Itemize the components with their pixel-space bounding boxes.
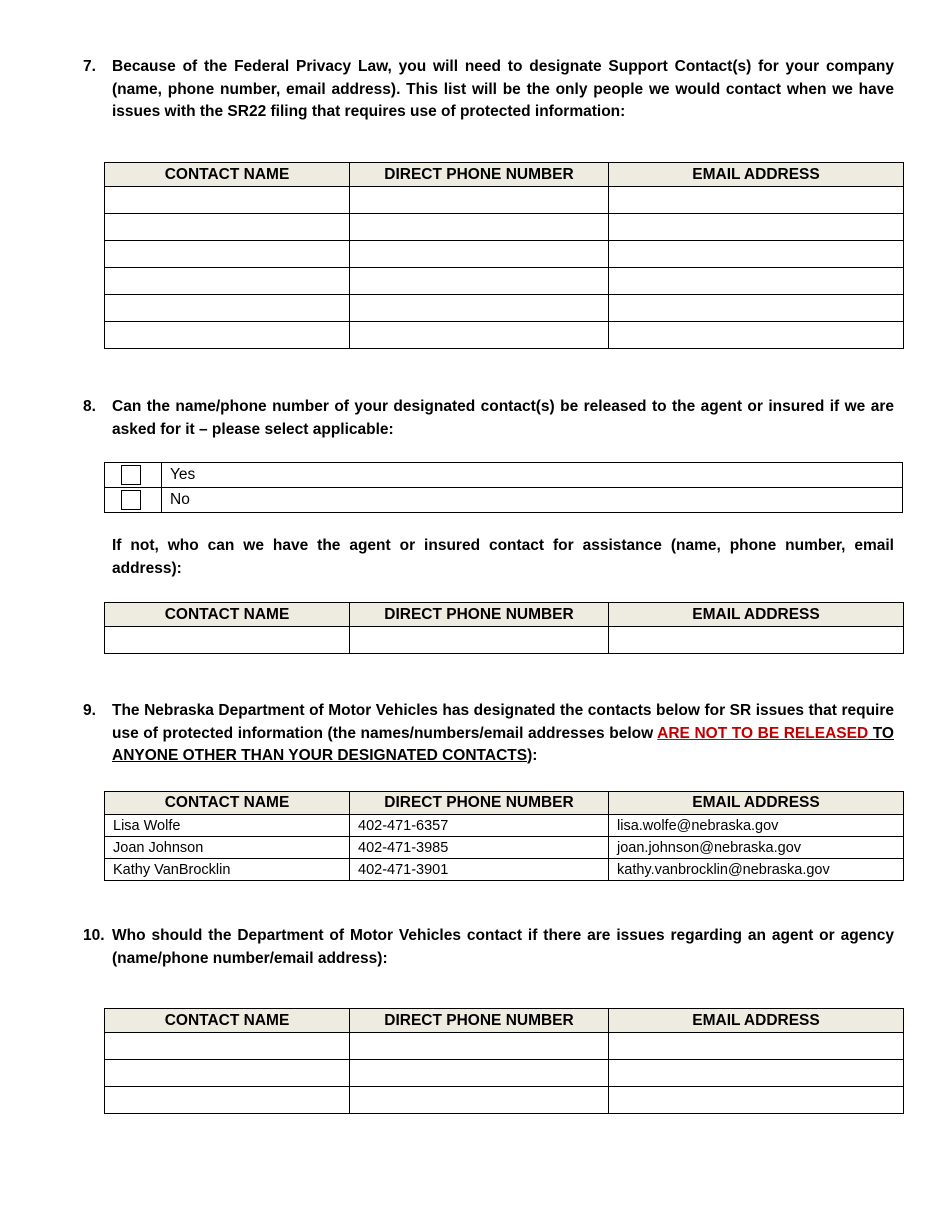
support-contacts-table (104, 162, 904, 349)
email-cell[interactable] (609, 322, 904, 349)
question-number: 7. (83, 58, 96, 75)
option-label: Yes (162, 463, 903, 488)
contact-name-header: CONTACT NAME (105, 792, 350, 815)
phone-cell[interactable] (350, 1087, 609, 1114)
phone-cell[interactable] (350, 268, 609, 295)
contact-name-cell[interactable] (105, 295, 350, 322)
option-row-no (105, 488, 903, 513)
question-text-end: ): (527, 747, 538, 764)
contact-name-header: CONTACT NAME (105, 163, 350, 187)
table-row (105, 859, 904, 881)
table-row (105, 1033, 904, 1060)
contact-name-cell[interactable] (105, 1033, 350, 1060)
no-checkbox[interactable] (121, 490, 141, 510)
email-cell[interactable] (609, 241, 904, 268)
designated-contacts-note: TO ANYONE OTHER THAN YOUR DESIGNATED CONTACTS (112, 724, 894, 764)
email-cell[interactable] (609, 1060, 904, 1087)
contact-name-header: CONTACT NAME (105, 1009, 350, 1033)
phone-cell[interactable] (350, 187, 609, 214)
table-row (105, 627, 904, 654)
phone-cell[interactable] (350, 241, 609, 268)
yes-checkbox[interactable] (121, 465, 141, 485)
phone-cell[interactable] (350, 322, 609, 349)
option-row-yes (105, 463, 903, 488)
checkbox-cell (105, 488, 162, 513)
phone-cell[interactable] (350, 1033, 609, 1060)
contact-name-cell[interactable] (105, 241, 350, 268)
email-cell[interactable] (609, 1033, 904, 1060)
question-number: 8. (83, 398, 96, 415)
table-row (105, 1060, 904, 1087)
question-text: Because of the Federal Privacy Law, you will need to designate Support Contact(s) for your company (name, phone number, email address). This list will be the only people we would contact when we have issues with the SR22 filing that requires use of protected information: (112, 58, 894, 120)
phone-cell[interactable] (350, 295, 609, 322)
question-text: Can the name/phone number of your designated contact(s) be released to the agent or insured if we are asked for it – please select applicable: (112, 398, 894, 438)
email-cell[interactable] (609, 268, 904, 295)
email-cell[interactable] (609, 187, 904, 214)
phone-cell: 402-471-3985 (350, 837, 609, 859)
email-cell: kathy.vanbrocklin@nebraska.gov (609, 859, 904, 881)
contact-name-cell[interactable] (105, 1060, 350, 1087)
email-cell[interactable] (609, 627, 904, 654)
alternate-contact-table (104, 602, 904, 654)
question-9 (83, 700, 894, 768)
question-8 (83, 396, 894, 441)
dmv-contacts-table (104, 791, 904, 881)
question-text (112, 700, 894, 768)
table-header-row (105, 163, 904, 187)
contact-name-cell[interactable] (105, 1087, 350, 1114)
table-row (105, 295, 904, 322)
contact-name-header: CONTACT NAME (105, 603, 350, 627)
contact-name-cell[interactable] (105, 187, 350, 214)
contact-name-cell[interactable] (105, 214, 350, 241)
phone-cell: 402-471-6357 (350, 815, 609, 837)
question-7 (83, 56, 894, 124)
table-row (105, 241, 904, 268)
contact-name-cell[interactable] (105, 322, 350, 349)
email-header: EMAIL ADDRESS (609, 603, 904, 627)
checkbox-cell (105, 463, 162, 488)
contact-name-cell: Kathy VanBrocklin (105, 859, 350, 881)
email-cell[interactable] (609, 214, 904, 241)
contact-name-cell[interactable] (105, 268, 350, 295)
email-header: EMAIL ADDRESS (609, 792, 904, 815)
email-header: EMAIL ADDRESS (609, 1009, 904, 1033)
phone-header: DIRECT PHONE NUMBER (350, 603, 609, 627)
table-header-row (105, 603, 904, 627)
contact-name-cell: Lisa Wolfe (105, 815, 350, 837)
phone-cell[interactable] (350, 214, 609, 241)
not-released-warning: ARE NOT TO BE RELEASED (657, 724, 869, 742)
option-label: No (162, 488, 903, 513)
phone-cell[interactable] (350, 627, 609, 654)
table-row (105, 322, 904, 349)
question-number: 9. (83, 702, 96, 719)
table-row (105, 214, 904, 241)
phone-header: DIRECT PHONE NUMBER (350, 792, 609, 815)
phone-header: DIRECT PHONE NUMBER (350, 1009, 609, 1033)
followup-text: If not, who can we have the agent or insured contact for assistance (name, phone number, email address): (112, 537, 894, 577)
email-header: EMAIL ADDRESS (609, 163, 904, 187)
email-cell[interactable] (609, 295, 904, 322)
phone-cell: 402-471-3901 (350, 859, 609, 881)
table-row (105, 815, 904, 837)
question-text: Who should the Department of Motor Vehicles contact if there are issues regarding an agent or agency (name/phone number/email address): (112, 927, 894, 967)
question-text-main: The Nebraska Department of Motor Vehicles has designated the contacts below for SR issues that require use of protected information (the names/numbers/email addresses below (112, 702, 894, 742)
table-header-row (105, 1009, 904, 1033)
email-cell[interactable] (609, 1087, 904, 1114)
phone-header: DIRECT PHONE NUMBER (350, 163, 609, 187)
email-cell: lisa.wolfe@nebraska.gov (609, 815, 904, 837)
table-row (105, 1087, 904, 1114)
question-number: 10. (83, 927, 105, 944)
table-row (105, 837, 904, 859)
table-row (105, 268, 904, 295)
email-cell: joan.johnson@nebraska.gov (609, 837, 904, 859)
release-options-table (104, 462, 903, 513)
table-header-row (105, 792, 904, 815)
table-row (105, 187, 904, 214)
phone-cell[interactable] (350, 1060, 609, 1087)
question-10 (83, 925, 894, 970)
contact-name-cell[interactable] (105, 627, 350, 654)
contact-name-cell: Joan Johnson (105, 837, 350, 859)
agent-issue-contacts-table (104, 1008, 904, 1114)
